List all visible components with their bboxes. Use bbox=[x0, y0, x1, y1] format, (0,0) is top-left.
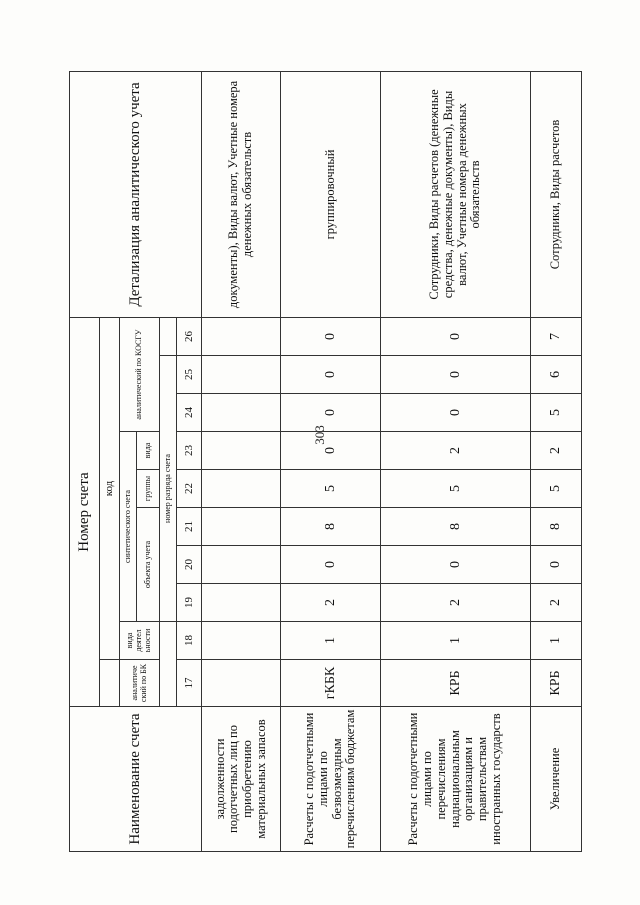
row-cell bbox=[202, 546, 281, 584]
page-number: 303 bbox=[312, 425, 327, 445]
row-detail: Сотрудники, Виды расчетов bbox=[531, 71, 582, 317]
row-detail: Сотрудники, Виды расчетов (денежные средства, денежные документы), Виды валют, Учетные номера денежных обязательств bbox=[381, 71, 531, 317]
header-detail: Детализация аналитического учета bbox=[70, 71, 202, 317]
row-name: Расчеты с подотчетными лицами по перечислениям наднациональным организациям и правительствам иностранных государств bbox=[381, 707, 531, 852]
row-cell: 0 bbox=[381, 546, 531, 584]
row-cell: 2 bbox=[381, 432, 531, 470]
header-code: код bbox=[100, 317, 120, 659]
row-cell bbox=[202, 622, 281, 660]
table-row bbox=[531, 71, 582, 851]
header-account-object: объекта учета bbox=[137, 508, 160, 622]
row-cell: 1 bbox=[531, 622, 582, 660]
row-detail: группировочный bbox=[281, 71, 381, 317]
header-spacer bbox=[160, 317, 177, 355]
table-row bbox=[281, 71, 381, 851]
row-cell: 6 bbox=[531, 356, 582, 394]
row-cell: 0 bbox=[381, 317, 531, 355]
row-cell bbox=[202, 470, 281, 508]
row-cell: 5 bbox=[281, 470, 381, 508]
row-cell: 0 bbox=[281, 394, 381, 432]
row-cell: 0 bbox=[281, 546, 381, 584]
row-cell: 8 bbox=[381, 508, 531, 546]
row-cell bbox=[202, 660, 281, 707]
digit-21: 21 bbox=[177, 508, 202, 546]
digit-17: 17 bbox=[177, 660, 202, 707]
row-cell: 2 bbox=[281, 584, 381, 622]
row-cell: 2 bbox=[381, 584, 531, 622]
header-analytic-kosgu: аналитический по КОСГУ bbox=[120, 317, 160, 431]
header-account-number: Номер счета bbox=[70, 317, 100, 706]
row-cell bbox=[202, 317, 281, 355]
row-detail: документы), Виды валют, Учетные номера денежных обязательств bbox=[202, 71, 281, 317]
digit-20: 20 bbox=[177, 546, 202, 584]
row-name: Увеличение bbox=[531, 707, 582, 852]
digit-24: 24 bbox=[177, 394, 202, 432]
header-spacer bbox=[160, 660, 177, 707]
row-cell: 7 bbox=[531, 317, 582, 355]
row-cell: 8 bbox=[531, 508, 582, 546]
row-cell bbox=[202, 432, 281, 470]
header-digit-number: номер разряда счета bbox=[160, 356, 177, 622]
row-cell bbox=[202, 508, 281, 546]
row-name: задолженности подотчетных лиц по приобретению материальных запасов bbox=[202, 707, 281, 852]
table-row bbox=[202, 71, 281, 851]
digit-18: 18 bbox=[177, 622, 202, 660]
row-cell: 1 bbox=[281, 622, 381, 660]
row-cell: 2 bbox=[531, 584, 582, 622]
row-cell: 0 bbox=[281, 432, 381, 470]
row-cell: 0 bbox=[381, 356, 531, 394]
row-cell: 8 bbox=[281, 508, 381, 546]
header-analytic-bk: аналитиче ский по БК bbox=[120, 660, 160, 707]
digit-26: 26 bbox=[177, 317, 202, 355]
row-cell: 0 bbox=[281, 356, 381, 394]
row-cell bbox=[202, 584, 281, 622]
row-cell: 2 bbox=[531, 432, 582, 470]
row-cell: КРБ bbox=[531, 660, 582, 707]
row-cell: 0 bbox=[531, 546, 582, 584]
row-cell: КРБ bbox=[381, 660, 531, 707]
row-cell: 1 bbox=[381, 622, 531, 660]
row-cell bbox=[202, 356, 281, 394]
row-cell: 0 bbox=[281, 317, 381, 355]
row-cell: 5 bbox=[381, 470, 531, 508]
digit-19: 19 bbox=[177, 584, 202, 622]
header-spacer bbox=[100, 660, 120, 707]
row-cell bbox=[202, 394, 281, 432]
digit-22: 22 bbox=[177, 470, 202, 508]
header-synthetic: синтетического счета bbox=[120, 432, 137, 622]
header-activity-type: вида деятел ьности bbox=[120, 622, 160, 660]
header-group: группы bbox=[137, 470, 160, 508]
row-name: Расчеты с подотчетными лицами по безвозмездным перечислениям бюджетам bbox=[281, 707, 381, 852]
header-spacer bbox=[160, 622, 177, 660]
table-row bbox=[381, 71, 531, 851]
digit-23: 23 bbox=[177, 432, 202, 470]
row-cell: 5 bbox=[531, 394, 582, 432]
header-account-name: Наименование счета bbox=[70, 707, 202, 852]
account-table bbox=[69, 71, 582, 852]
header-kind: вида bbox=[137, 432, 160, 470]
row-cell: гКБК bbox=[281, 660, 381, 707]
digit-25: 25 bbox=[177, 356, 202, 394]
rotated-table-container bbox=[69, 72, 581, 852]
row-cell: 5 bbox=[531, 470, 582, 508]
row-cell: 0 bbox=[381, 394, 531, 432]
